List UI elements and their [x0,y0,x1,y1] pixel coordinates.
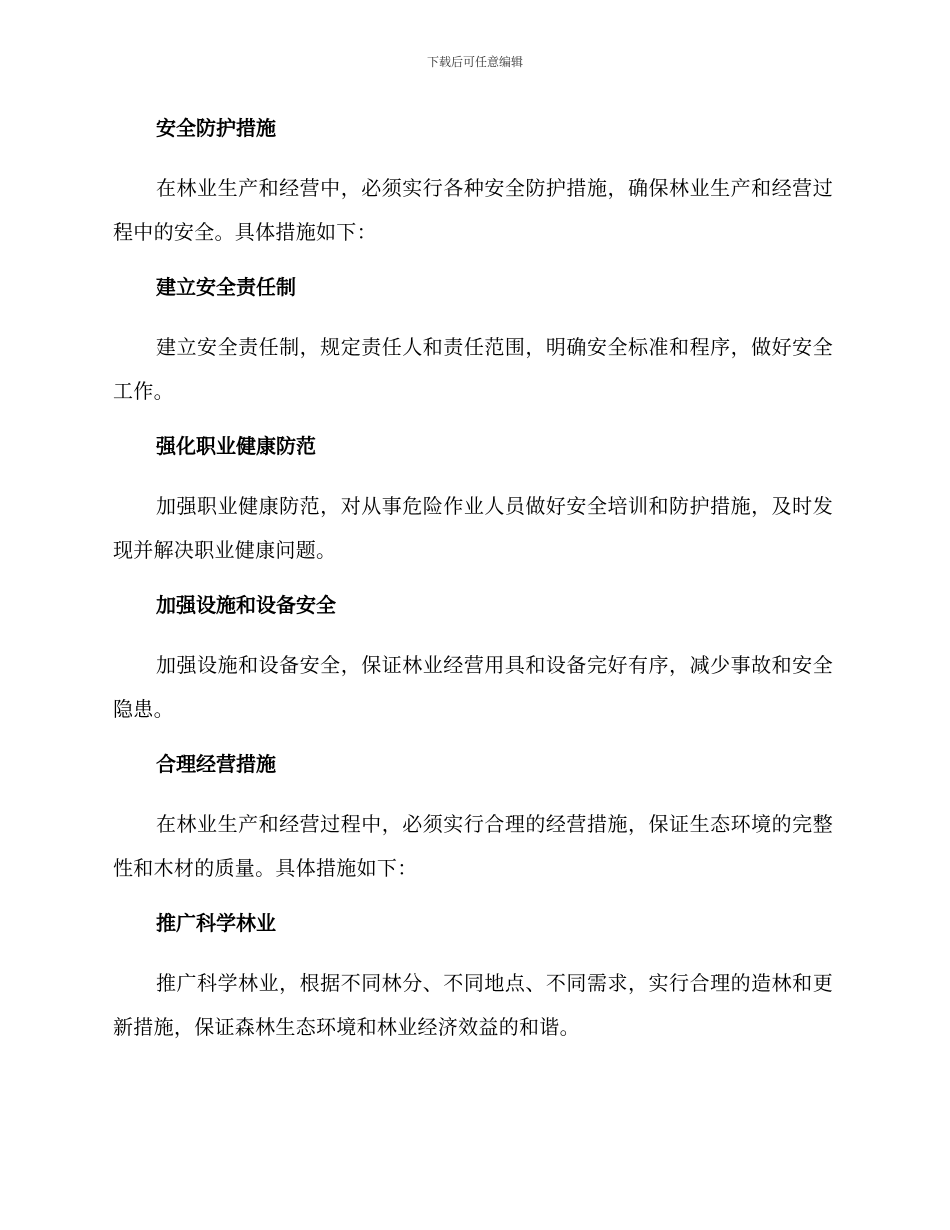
section-paragraph: 加强职业健康防范，对从事危险作业人员做好安全培训和防护措施，及时发现并解决职业健康问题。 [113,494,833,562]
section-heading: 推广科学林业 [156,911,276,935]
section-paragraph: 建立安全责任制，规定责任人和责任范围，明确安全标准和程序，做好安全工作。 [113,335,833,403]
section-paragraph: 在林业生产和经营过程中，必须实行合理的经营措施，保证生态环境的完整性和木材的质量。具体措施如下： [113,812,833,880]
section-heading: 加强设施和设备安全 [156,593,336,617]
section-heading: 强化职业健康防范 [156,434,316,458]
section-paragraph: 在林业生产和经营中，必须实行各种安全防护措施，确保林业生产和经营过程中的安全。具体措施如下： [113,176,833,244]
section-paragraph: 加强设施和设备安全，保证林业经营用具和设备完好有序，减少事故和安全隐患。 [113,653,833,721]
section-heading: 安全防护措施 [156,116,276,140]
section-heading: 建立安全责任制 [156,275,296,299]
header-note: 下载后可任意编辑 [426,55,523,69]
section-paragraph: 推广科学林业，根据不同林分、不同地点、不同需求，实行合理的造林和更新措施，保证森林生态环境和林业经济效益的和谐。 [113,971,833,1039]
section-heading: 合理经营措施 [156,752,276,776]
document-body [113,110,833,1064]
